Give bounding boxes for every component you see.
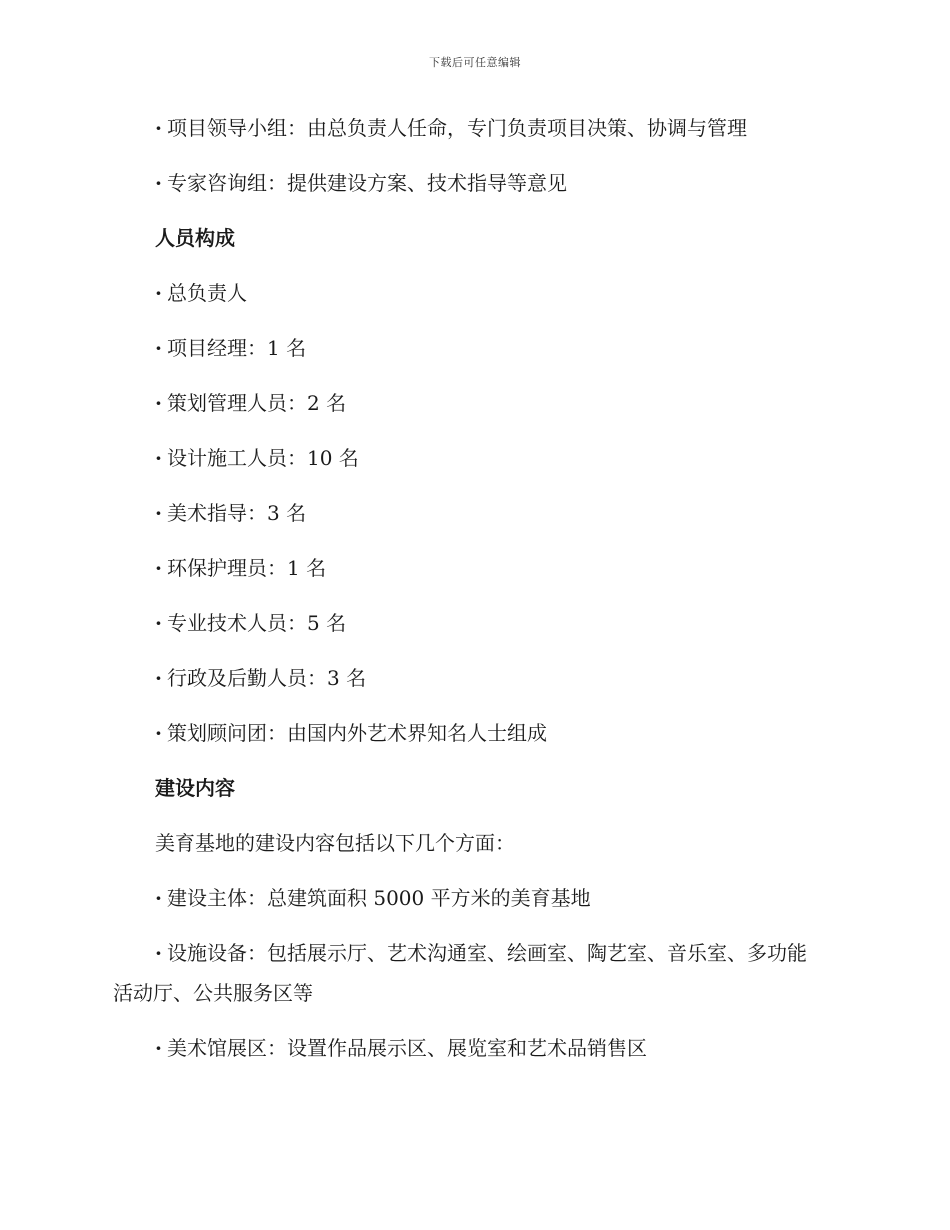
list-item-text: 策划顾问团：由国内外艺术界知名人士组成 (167, 721, 547, 745)
list-item (113, 493, 825, 533)
list-item-text: 策划管理人员：2 名 (167, 391, 347, 415)
list-item (113, 108, 825, 148)
section-heading-construction: 建设内容 (155, 776, 235, 800)
list-item (113, 1028, 825, 1068)
list-item-text: 专家咨询组：提供建设方案、技术指导等意见 (167, 171, 567, 195)
list-item (113, 658, 825, 698)
list-item (113, 548, 825, 588)
list-item (113, 438, 825, 478)
list-item (113, 163, 825, 203)
list-item-text: 建设主体：总建筑面积 5000 平方米的美育基地 (167, 886, 591, 910)
paragraph: 美育基地的建设内容包括以下几个方面： (155, 831, 515, 855)
list-item-text: 设计施工人员：10 名 (167, 446, 359, 470)
list-item (113, 273, 825, 313)
list-item-text: 专业技术人员：5 名 (167, 611, 347, 635)
page-header-note: 下载后可任意编辑 (429, 56, 521, 69)
list-item (113, 603, 825, 643)
list-item-text: 项目经理：1 名 (167, 336, 307, 360)
document-body (113, 108, 825, 1083)
list-item-text: 设施设备：包括展示厅、艺术沟通室、绘画室、陶艺室、音乐室、多功能活动厅、公共服务区等 (113, 941, 807, 1005)
list-item (113, 383, 825, 423)
list-item (113, 878, 825, 918)
list-item (113, 713, 825, 753)
section-heading-staff: 人员构成 (155, 226, 235, 250)
list-item-text: 环保护理员：1 名 (167, 556, 327, 580)
list-item-text: 总负责人 (167, 281, 247, 305)
list-item-text: 项目领导小组：由总负责人任命，专门负责项目决策、协调与管理 (167, 116, 747, 140)
list-item-text: 美术馆展区：设置作品展示区、展览室和艺术品销售区 (167, 1036, 647, 1060)
list-item (113, 328, 825, 368)
list-item-text: 行政及后勤人员：3 名 (167, 666, 367, 690)
list-item-text: 美术指导：3 名 (167, 501, 307, 525)
list-item-wrapped (113, 933, 825, 1013)
